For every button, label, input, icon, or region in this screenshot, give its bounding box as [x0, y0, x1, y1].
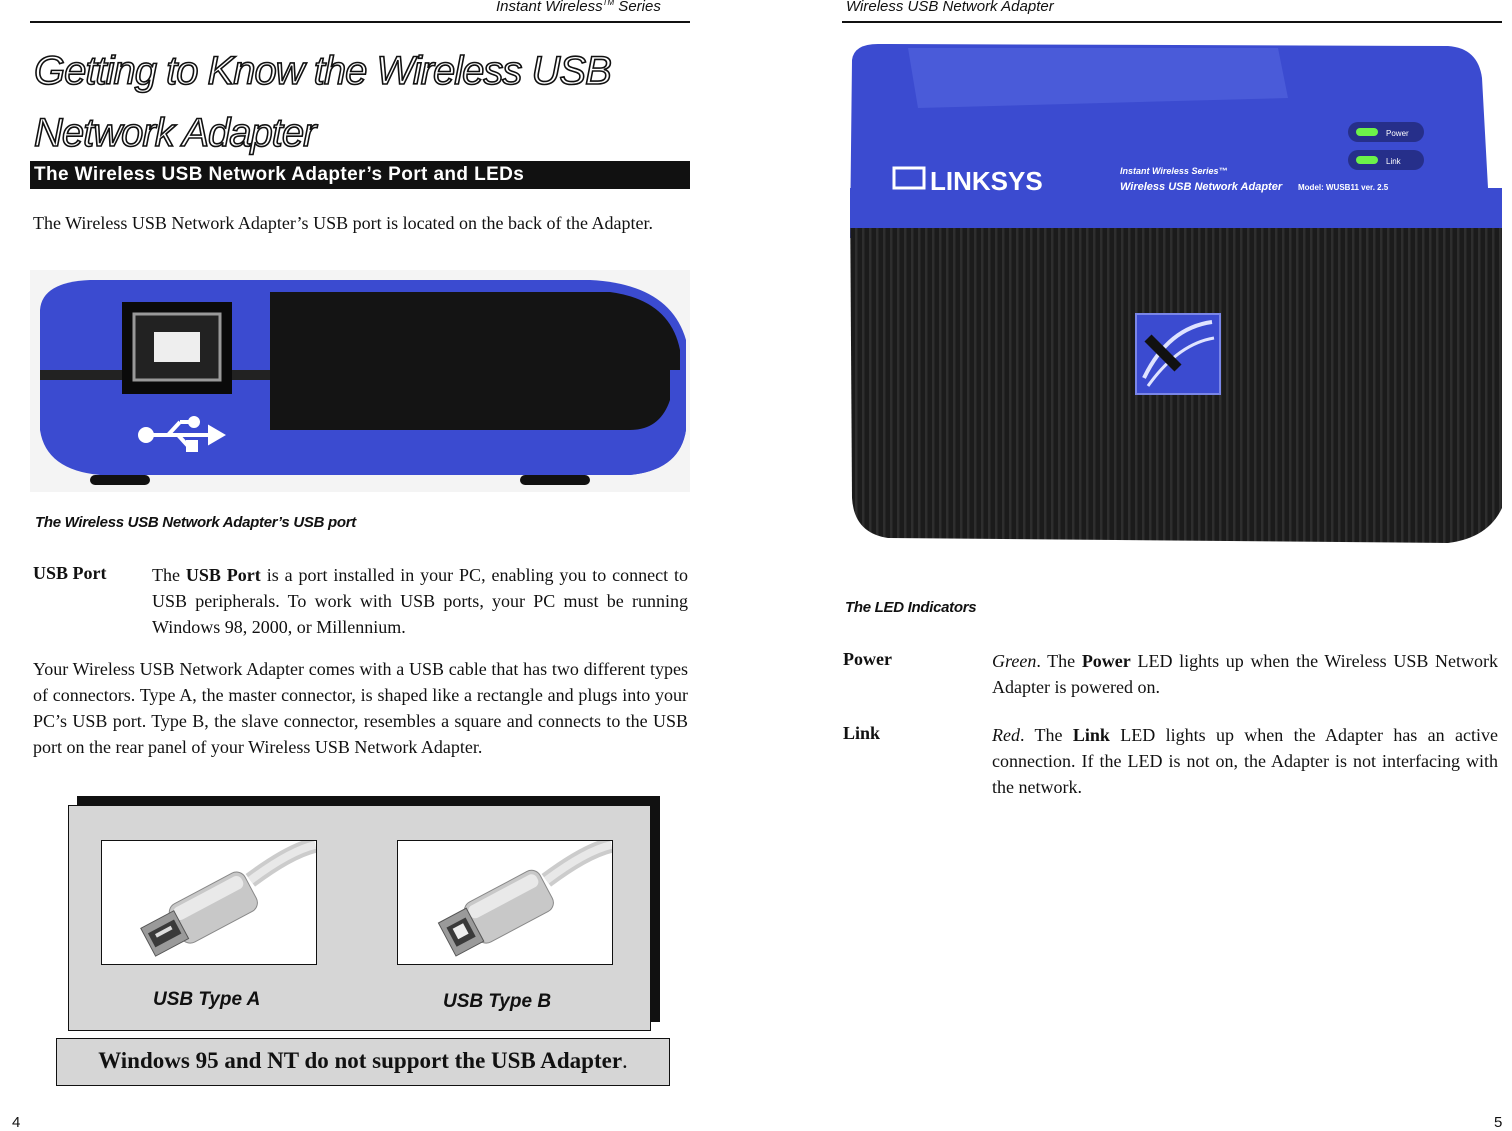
usb-type-a-label: USB Type A	[153, 989, 261, 1010]
section-heading: The Wireless USB Network Adapter’s Port and LEDs	[30, 161, 690, 189]
adapter-top-photo	[848, 38, 1502, 550]
usb-type-b-plug-icon	[398, 841, 612, 964]
intro-paragraph: The Wireless USB Network Adapter’s USB port is located on the back of the Adapter.	[33, 213, 653, 233]
power-term: Power	[843, 649, 892, 669]
usb-port-caption: The Wireless USB Network Adapter’s USB port	[35, 514, 356, 531]
connector-box	[68, 805, 651, 1031]
page-title: Getting to Know the Wireless USB Network Adapter	[34, 49, 611, 155]
cable-paragraph: Your Wireless USB Network Adapter comes with a USB cable that has two different types of connectors. Type A, the master connector, is shaped like a rectangle and plugs into your PC’s USB port. Type B, the slave connector, resembles a square and connects to the USB port on the rear panel of your Wireless USB Network Adapter.	[33, 659, 688, 757]
usb-type-a-plug-icon	[102, 841, 316, 964]
power-led-icon	[1356, 128, 1378, 136]
svg-text:Link: Link	[1386, 157, 1401, 166]
usb-type-b-image	[397, 840, 613, 965]
link-definition: Red. The Link LED lights up when the Adapter has an active connection. If the LED is not on, the Adapter is not interfacing with the network.	[992, 725, 1498, 797]
page-number-right: 5	[1494, 1114, 1503, 1131]
svg-text:Power: Power	[1386, 129, 1409, 138]
linksys-logo-text: LINKSYS	[930, 166, 1043, 196]
running-header-left: Instant Wireless™ Series	[496, 0, 661, 15]
header-rule-right	[842, 21, 1502, 23]
link-term: Link	[843, 723, 881, 743]
running-header-right: Wireless USB Network Adapter	[846, 0, 1054, 15]
power-definition: Green. The Power LED lights up when the Wireless USB Network Adapter is powered on.	[992, 651, 1498, 697]
header-rule-left	[30, 21, 690, 23]
svg-text:Instant Wireless Series™: Instant Wireless Series™	[1120, 166, 1228, 176]
usb-type-a-image	[101, 840, 317, 965]
usb-port-photo	[30, 270, 690, 492]
adapter-front-image	[848, 38, 1502, 550]
link-led-icon	[1356, 156, 1378, 164]
usb-port-term: USB Port	[33, 563, 107, 583]
svg-text:Model: WUSB11 ver. 2.5: Model: WUSB11 ver. 2.5	[1298, 183, 1389, 192]
svg-text:Wireless USB Network Adapter: Wireless USB Network Adapter	[1120, 181, 1283, 193]
os-support-notice: Windows 95 and NT do not support the USB Adapter.	[56, 1038, 670, 1086]
page-number-left: 4	[12, 1114, 21, 1131]
usb-type-b-label: USB Type B	[443, 991, 552, 1012]
led-caption: The LED Indicators	[845, 599, 977, 616]
adapter-rear-image	[30, 270, 690, 492]
usb-port-definition: The USB Port is a port installed in your PC, enabling you to connect to USB peripherals. To work with USB ports, your PC must be running Windows 98, 2000, or Millennium.	[152, 565, 689, 637]
